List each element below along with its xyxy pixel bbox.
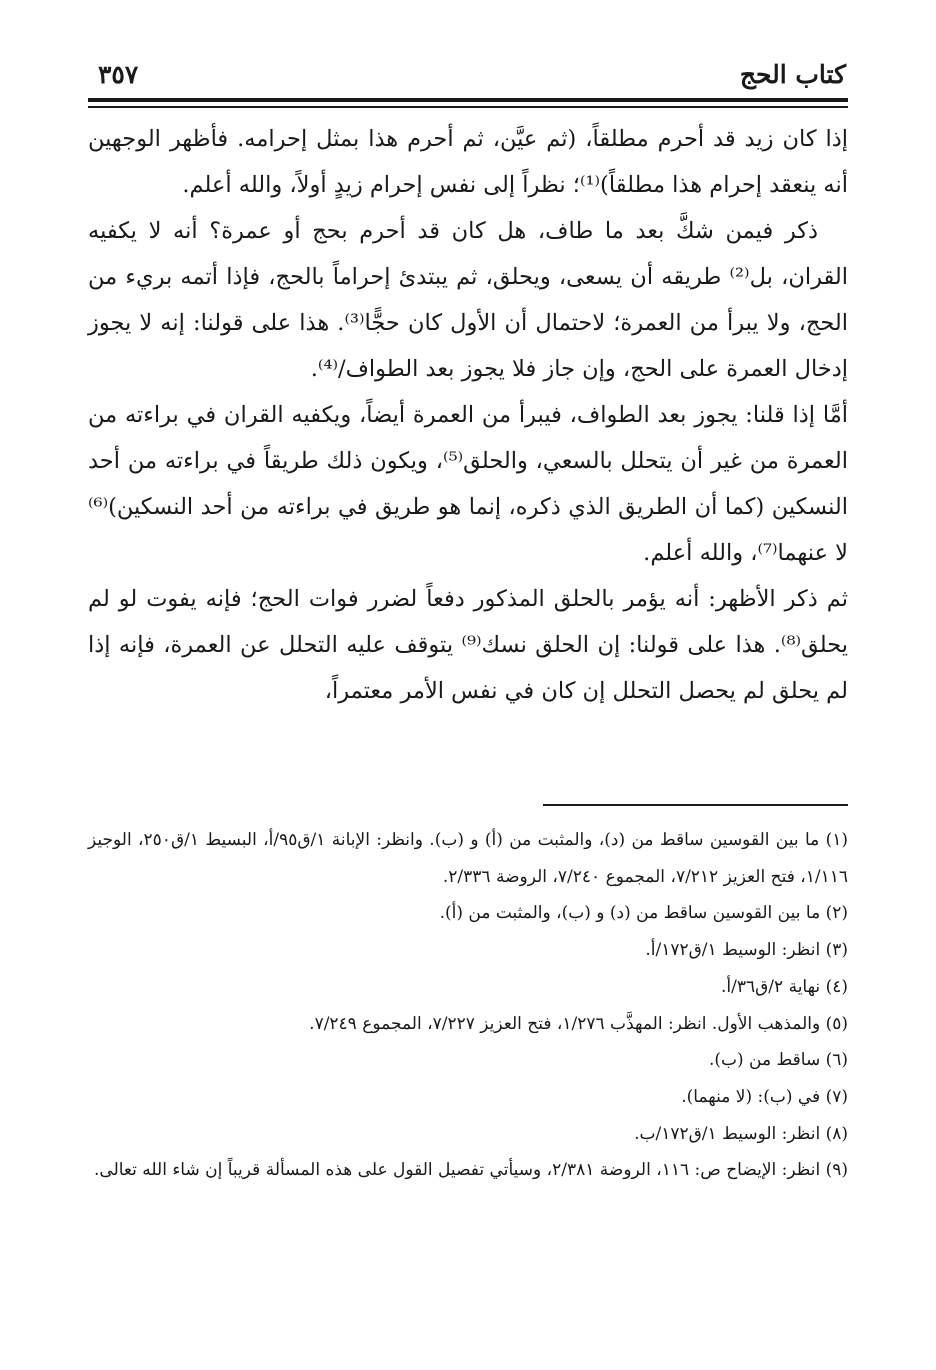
footnote-separator [543, 804, 848, 806]
header-rule-thick [88, 98, 848, 102]
page-header [90, 58, 846, 94]
main-text [88, 116, 848, 714]
footnote-2: (٢) ما بين القوسين ساقط من (د) و (ب)، والمثبت من (أ). [439, 903, 848, 924]
paragraph-2: ذكر فيمن شكَّ بعد ما طاف، هل كان قد أحرم بحج أو عمرة؟ أنه لا يكفيه القران، بل⁽²⁾ طريقه أن يسعى، ويحلق، ثم يبتدئ إحراماً بالحج، فإذا أتمه بريء من الحج، ولا يبرأ من العمرة؛ لاحتمال أن الأول كان حجًّا⁽³⁾. هذا على قولنا: إنه لا يجوز إدخال العمرة على الحج، وإن جاز فلا يجوز بعد الطواف/⁽⁴⁾. [88, 218, 849, 382]
page-number: ٣٥٧ [98, 60, 139, 89]
paragraph-1: إذا كان زيد قد أحرم مطلقاً، (ثم عيَّن، ثم أحرم هذا بمثل إحرامه. فأظهر الوجهين أنه ينعقد إحرام هذا مطلقاً)⁽¹⁾؛ نظراً إلى نفس إحرام زيدٍ أولاً، والله أعلم. [88, 126, 848, 198]
footnote-6: (٦) ساقط من (ب). [708, 1050, 848, 1071]
footnote-5: (٥) والمذهب الأول. انظر: المهذَّب ١/٢٧٦، فتح العزيز ٧/٢٢٧، المجموع ٧/٢٤٩. [309, 1013, 848, 1034]
footnote-3: (٣) انظر: الوسيط ١/ق١٧٢/أ. [645, 940, 848, 961]
paragraph-4: ثم ذكر الأظهر: أنه يؤمر بالحلق المذكور دفعاً لضرر فوات الحج؛ فإنه يفوت لو لم يحلق⁽⁸⁾. هذا على قولنا: إن الحلق نسك⁽⁹⁾ يتوقف عليه التحلل عن العمرة، فإنه إذا لم يحلق لم يحصل التحلل إن كان في نفس الأمر معتمراً، [88, 586, 848, 704]
header-rule-thin [88, 106, 848, 108]
footnote-4: (٤) نهاية ٢/ق٣٦/أ. [720, 976, 848, 997]
footnote-8: (٨) انظر: الوسيط ١/ق١٧٢/ب. [634, 1123, 848, 1144]
footnote-1: (١) ما بين القوسين ساقط من (د)، والمثبت من (أ) و (ب). وانظر: الإبانة ١/ق٩٥/أ، البسيط ١/ق٢٥٠، الوجيز ١/١١٦، فتح العزيز ٧/٢١٢، المجموع ٧/٢٤٠، الروضة ٢/٣٣٦. [88, 830, 848, 887]
footnote-9: (٩) انظر: الإيضاح ص: ١١٦، الروضة ٢/٣٨١، وسيأتي تفصيل القول على هذه المسألة قريباً إن شاء الله تعالى. [94, 1160, 848, 1181]
paragraph-3: أمَّا إذا قلنا: يجوز بعد الطواف، فيبرأ من العمرة أيضاً، ويكفيه القران في براءته من العمرة من غير أن يتحلل بالسعي، والحلق⁽⁵⁾، ويكون ذلك طريقاً في براءته من أحد النسكين (كما أن الطريق الذي ذكره، إنما هو طريق في براءته من أحد النسكين)⁽⁶⁾ لا عنهما⁽⁷⁾، والله أعلم. [88, 402, 848, 566]
footnotes [88, 822, 848, 1189]
chapter-title: كتاب الحج [739, 60, 846, 89]
footnote-7: (٧) في (ب): (لا منهما). [681, 1086, 848, 1107]
